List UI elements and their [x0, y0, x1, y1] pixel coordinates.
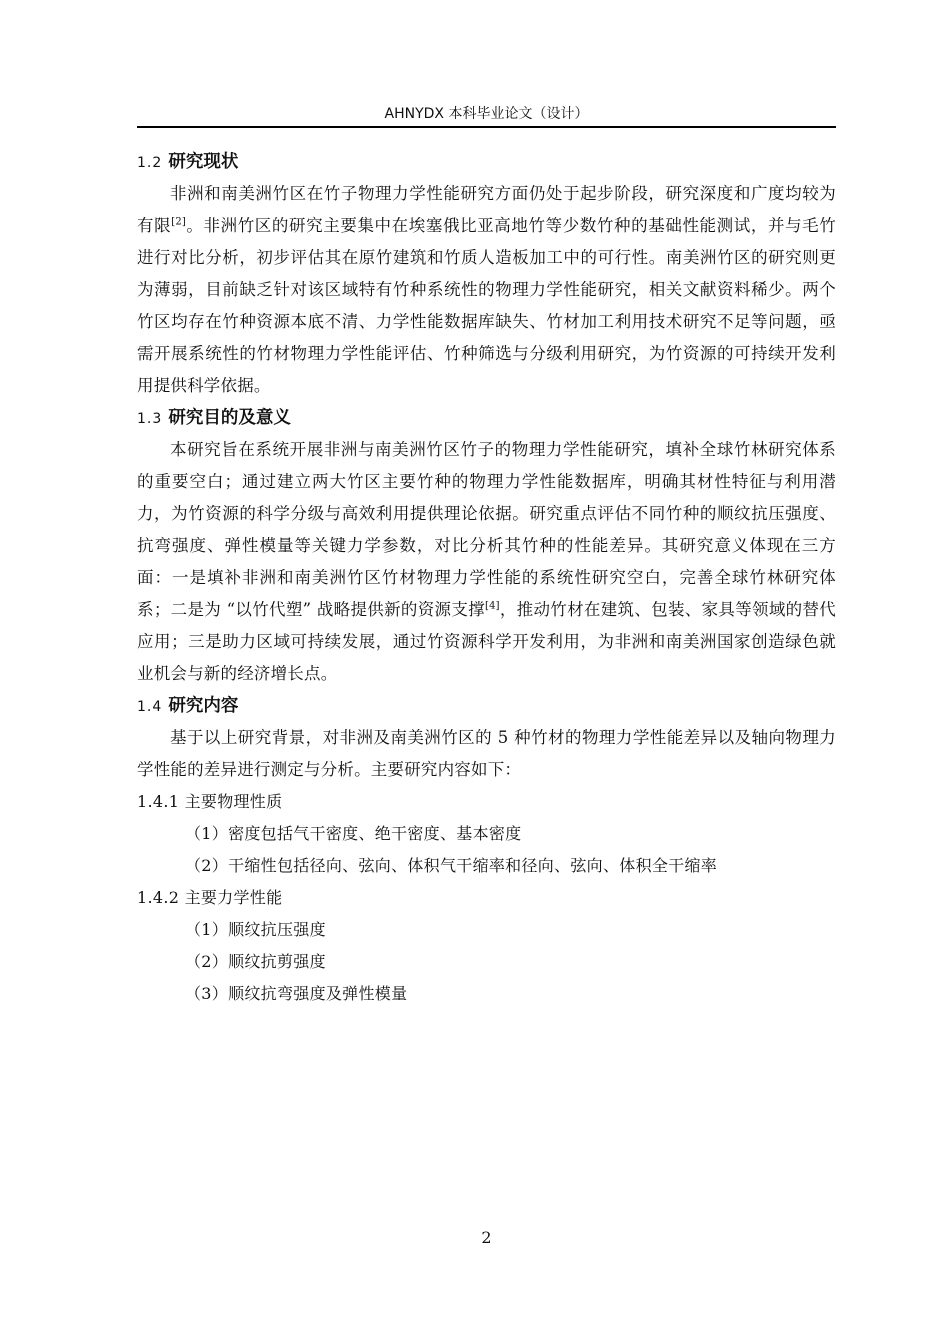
list-item: （3）顺纹抗弯强度及弹性模量 [185, 984, 408, 1003]
header-rule [137, 126, 836, 128]
section-title: 研究内容 [168, 696, 239, 716]
page-number: 2 [481, 1228, 492, 1247]
paragraph-text: ，推动竹材在建筑、包装、家具等领域的替代应用；三是助力区域可持续发展，通过竹资源科学开发利用，为非洲和南美洲国家创造绿色就业机会与新的经济增长点。 [137, 600, 837, 683]
section-title: 研究现状 [168, 152, 239, 172]
paragraph-text: 。非洲竹区的研究主要集中在埃塞俄比亚高地竹等少数竹种的基础性能测试，并与毛竹进行对比分析，初步评估其在原竹建筑和竹质人造板加工中的可行性。南美洲竹区的研究则更为薄弱，目前缺乏针对该区域特有竹种系统性的物理力学性能研究，相关文献资料稀少。两个竹区均存在竹种资源本底不清、力学性能数据库缺失、竹材加工利用技术研究不足等问题，亟需开展系统性的竹材物理力学性能评估、竹种筛选与分级利用研究，为竹资源的可持续开发利用提供科学依据。 [137, 216, 836, 395]
list-item: （2）干缩性包括径向、弦向、体积气干缩率和径向、弦向、体积全干缩率 [185, 856, 718, 875]
page-header: AHNYDX 本科毕业论文（设计） [384, 106, 589, 122]
citation-ref: [2] [171, 216, 186, 228]
subsection-heading-1-4-1: 1.4.1 主要物理性质 [137, 792, 283, 811]
subsection-heading-1-4-2: 1.4.2 主要力学性能 [137, 888, 283, 907]
list-item: （1）密度包括气干密度、绝干密度、基本密度 [185, 824, 522, 843]
paragraph-research-content: 基于以上研究背景，对非洲及南美洲竹区的 5 种竹材的物理力学性能差异以及轴向物理力学性能的差异进行测定与分析。主要研究内容如下： [137, 728, 836, 779]
citation-ref: [4] [484, 600, 500, 612]
section-heading-1-2 [137, 146, 836, 178]
paragraph-purpose-significance [137, 434, 836, 690]
paragraph-text: 本研究旨在系统开展非洲与南美洲竹区竹子的物理力学性能研究，填补全球竹林研究体系的重要空白；通过建立两大竹区主要竹种的物理力学性能数据库，明确其材性特征与利用潜力，为竹资源的科学分级与高效利用提供理论依据。研究重点评估不同竹种的顺纹抗压强度、抗弯强度、弹性模量等关键力学参数，对比分析其竹种的性能差异。其研究意义体现在三方面：一是填补非洲和南美洲竹区竹材物理力学性能的系统性研究空白，完善全球竹林研究体系；二是为 “以竹代塑” 战略提供新的资源支撑 [137, 440, 836, 619]
section-number: 1.4 [137, 699, 163, 715]
section-heading-1-4 [137, 690, 836, 722]
list-item: （2）顺纹抗剪强度 [185, 952, 326, 971]
page-content [137, 146, 836, 1010]
section-heading-1-3 [137, 402, 836, 434]
section-title: 研究目的及意义 [168, 408, 291, 428]
section-number: 1.2 [137, 155, 163, 171]
list-item: （1）顺纹抗压强度 [185, 920, 326, 939]
paragraph-research-status [137, 178, 836, 402]
section-number: 1.3 [137, 411, 163, 427]
paragraph-text: 非洲和南美洲竹区在竹子物理力学性能研究方面仍处于起步阶段，研究深度和广度均较为有限 [137, 184, 836, 235]
